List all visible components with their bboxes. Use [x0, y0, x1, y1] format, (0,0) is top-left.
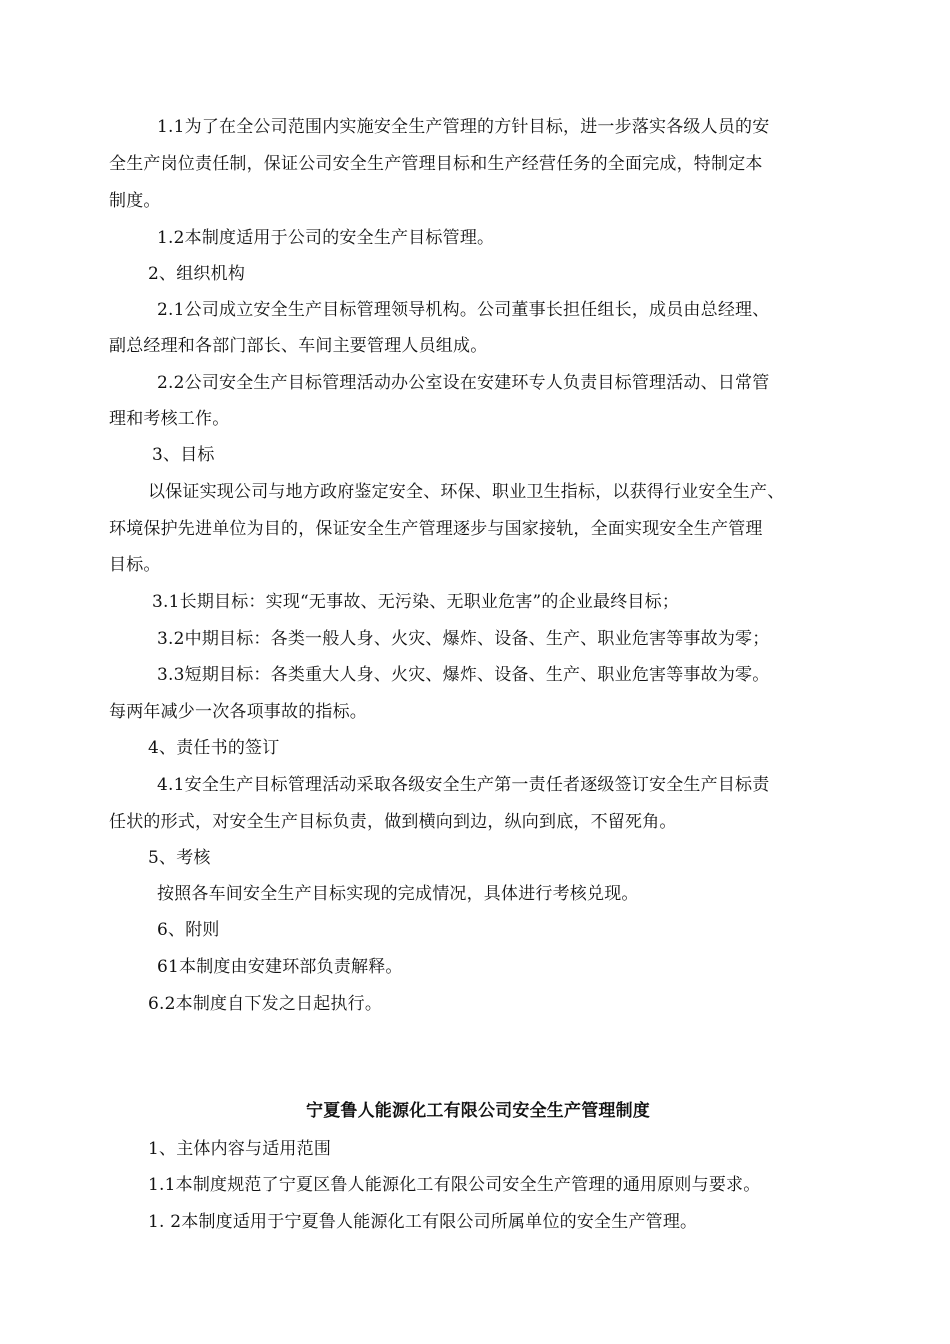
paragraph-line: 按照各车间安全生产目标实现的完成情况，具体进行考核兑现。	[157, 884, 639, 904]
paragraph-line: 理和考核工作。	[109, 409, 230, 429]
paragraph-line: 1. 2本制度适用于宁夏鲁人能源化工有限公司所属单位的安全生产管理。	[148, 1212, 698, 1232]
paragraph-line: 制度。	[109, 191, 161, 211]
section-heading: 2、组织机构	[148, 264, 246, 284]
paragraph-line: 4.1安全生产目标管理活动采取各级安全生产第一责任者逐级签订安全生产目标责	[157, 775, 770, 795]
paragraph-line: 61本制度由安建环部负责解释。	[157, 957, 403, 977]
paragraph-line: 目标。	[109, 555, 161, 575]
paragraph-line: 每两年减少一次各项事故的指标。	[109, 702, 367, 722]
paragraph-line: 副总经理和各部门部长、车间主要管理人员组成。	[109, 336, 488, 356]
paragraph-line: 2.2公司安全生产目标管理活动办公室设在安建环专人负责目标管理活动、日常管	[157, 373, 770, 393]
section-heading: 5、考核	[148, 848, 211, 868]
paragraph-line: 2.1公司成立安全生产目标管理领导机构。公司董事长担任组长，成员由总经理、	[157, 300, 770, 320]
paragraph-line: 1.1本制度规范了宁夏区鲁人能源化工有限公司安全生产管理的通用原则与要求。	[148, 1175, 761, 1195]
paragraph-line: 3.2中期目标：各类一般人身、火灾、爆炸、设备、生产、职业危害等事故为零；	[157, 629, 770, 649]
paragraph-line: 6.2本制度自下发之日起执行。	[148, 994, 383, 1014]
paragraph-line: 以保证实现公司与地方政府鉴定安全、环保、职业卫生指标，以获得行业安全生产、	[148, 482, 785, 502]
section-heading: 1、主体内容与适用范围	[148, 1139, 332, 1159]
paragraph-line: 1.2本制度适用于公司的安全生产目标管理。	[157, 228, 495, 248]
section-heading: 4、责任书的签订	[148, 738, 280, 758]
section-title: 宁夏鲁人能源化工有限公司安全生产管理制度	[306, 1101, 650, 1121]
paragraph-line: 环境保护先进单位为目的，保证安全生产管理逐步与国家接轨，全面实现安全生产管理	[109, 519, 763, 539]
paragraph-line: 3.1长期目标：实现“无事故、无污染、无职业危害”的企业最终目标；	[152, 592, 680, 612]
paragraph-line: 3.3短期目标：各类重大人身、火灾、爆炸、设备、生产、职业危害等事故为零。	[157, 665, 770, 685]
section-heading: 3、目标	[152, 445, 215, 465]
paragraph-line: 1.1为了在全公司范围内实施安全生产管理的方针目标，进一步落实各级人员的安	[157, 117, 770, 137]
paragraph-line: 任状的形式，对安全生产目标负责，做到横向到边，纵向到底，不留死角。	[109, 812, 677, 832]
paragraph-line: 全生产岗位责任制，保证公司安全生产管理目标和生产经营任务的全面完成，特制定本	[109, 154, 763, 174]
section-heading: 6、附则	[157, 920, 220, 940]
